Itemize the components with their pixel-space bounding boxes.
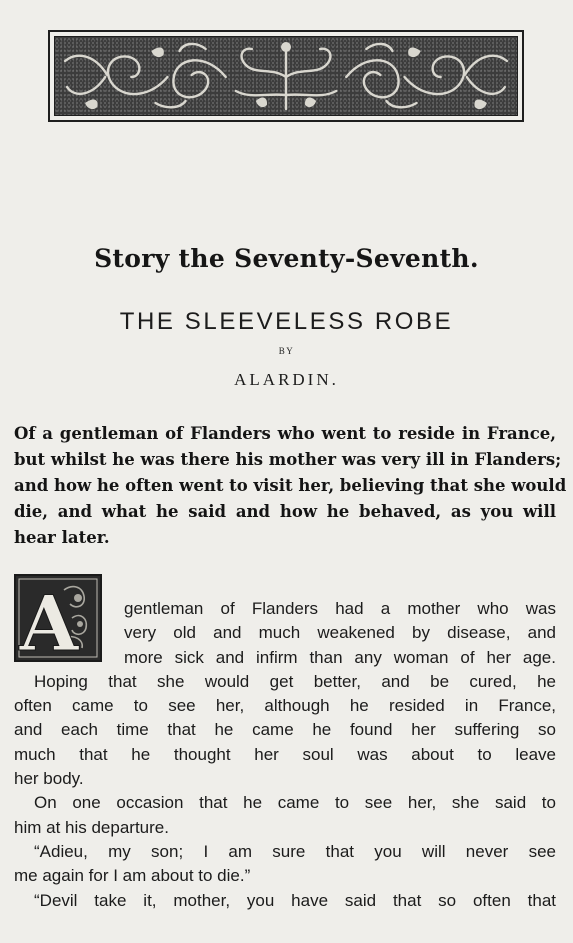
story-heading: Story the Seventy-Seventh.: [94, 244, 479, 273]
summary-line: die, and what he said and how he behaved, as you will: [14, 502, 556, 521]
body-line: often came to see her, although he resided in France,: [14, 696, 556, 716]
drop-cap-letter: A: [19, 579, 79, 660]
by-label: BY: [278, 346, 295, 356]
body-line: Hoping that she would get better, and be cured, he: [34, 671, 556, 691]
body-line: much that he thought her soul was about to leave: [14, 744, 556, 764]
summary-line: hear later.: [14, 528, 110, 547]
summary-line: Of a gentleman of Flanders who went to reside in France,: [14, 424, 556, 443]
body-line: her body.: [14, 769, 84, 789]
story-summary: [14, 421, 567, 551]
body-line: me again for I am about to die.”: [14, 866, 251, 886]
body-line: more sick and infirm than any woman of her age.: [124, 647, 556, 667]
body-line: gentleman of Flanders had a mother who was: [124, 599, 556, 618]
summary-line: but whilst he was there his mother was very ill in Flanders;: [14, 450, 562, 469]
summary-line: and how he often went to visit her, believing that she would: [14, 476, 567, 495]
author-name: ALARDIN.: [234, 370, 339, 389]
body-line: very old and much weakened by disease, and: [124, 623, 556, 643]
story-body: [14, 597, 556, 913]
body-line: and each time that he came he found her suffering so: [14, 720, 556, 740]
body-line: him at his departure.: [14, 817, 169, 837]
body-line: “Devil take it, mother, you have said that so often that: [34, 890, 556, 910]
chapter-title: THE SLEEVELESS ROBE: [119, 308, 454, 335]
floral-scroll-headpiece-icon: [48, 30, 524, 122]
body-line: “Adieu, my son; I am sure that you will never see: [34, 841, 556, 861]
body-line: On one occasion that he came to see her, she said to: [34, 793, 556, 813]
